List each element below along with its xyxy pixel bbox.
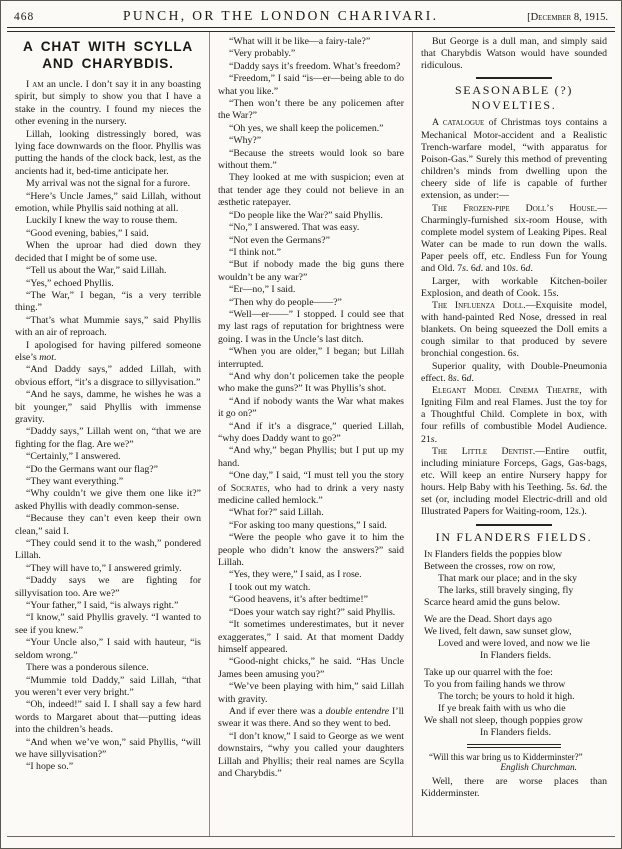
- paragraph: “I don’t know,” I said to George as we went downstairs, “why you called your daughters Lillah and Phyllis; their real names are Scylla and Charybdis.”: [218, 730, 404, 779]
- poem-line: That mark our place; and in the sky: [438, 572, 578, 584]
- section-divider: [476, 524, 552, 526]
- paragraph: “Does your watch say right?” said Phyllis.: [229, 606, 396, 618]
- paragraph: “What for?” said Lillah.: [229, 507, 324, 519]
- paragraph: My arrival was not the signal for a furore.: [26, 178, 191, 190]
- paragraph: “And Daddy says,” added Lillah, with obvious effort, “it’s a disgrace to sillyvisation.”: [15, 364, 201, 388]
- quote-attribution: English Churchman.: [500, 762, 577, 773]
- paragraph: They looked at me with suspicion; even at that tender age they could not believe in an æsthetic ratepayer.: [218, 172, 404, 209]
- paragraph: The Frozen-pipe Doll’s House.—Charmingly-furnished six-room House, with complete model system of Leaking Pipes. Real Water can be made to run down the walls. Paper peels off, etc. Endless Fun for Young and Old. 7s. 6d. and 10s. 6d.: [421, 202, 607, 275]
- paragraph: “Your father,” I said, “is always right.”: [26, 600, 179, 612]
- issue-date: [December 8, 1915.: [527, 12, 608, 23]
- paragraph: “The War,” I began, “is a very terrible thing.”: [15, 289, 201, 314]
- poem-line: The torch; be yours to hold it high.: [438, 690, 575, 702]
- paragraph: “Because the streets would look so bare without them.”: [218, 147, 404, 172]
- paragraph: “I hope so.”: [26, 761, 74, 773]
- paragraph: “And he says, damme, he wishes he was a bit younger,” said Phyllis with immense gravity.: [15, 389, 201, 425]
- paragraph: “Yes,” echoed Phyllis.: [26, 277, 114, 289]
- article-title-chat: A CHAT WITH SCYLLA AND CHARYBDIS.: [23, 39, 193, 71]
- paragraph: “Then why do people——?”: [229, 296, 342, 308]
- paragraph: “Why couldn’t we give them one like it?” asked Phyllis with deadly common-sense.: [15, 488, 201, 512]
- poem-line: If ye break faith with us who die: [438, 702, 566, 714]
- paragraph: “Good evening, babies,” I said.: [26, 227, 149, 239]
- paragraph: “Because they can’t even keep their own clean,” said I.: [15, 513, 201, 537]
- kidderminster-quote: “Will this war bring us to Kidderminster?”: [429, 751, 583, 762]
- paragraph: “Here’s Uncle James,” said Lillah, without emotion, while Phyllis said nothing at all.: [15, 190, 201, 215]
- masthead-title: PUNCH, OR THE LONDON CHARIVARI.: [122, 8, 439, 23]
- poem-stanza-2: [421, 614, 607, 662]
- paragraph: “Then won’t there be any policemen after the War?”: [218, 98, 404, 122]
- poem-line: Loved and were loved, and now we lie: [438, 637, 590, 649]
- poem-line: In Flanders fields.: [480, 726, 552, 738]
- paragraph: “I know,” said Phyllis gravely. “I wanted to see if you knew.”: [15, 612, 201, 636]
- paragraph: “But if nobody made the big guns there wouldn’t be any war?”: [218, 259, 404, 283]
- novelties-text: [421, 117, 607, 518]
- paragraph: “Very probably.”: [229, 48, 296, 60]
- paragraph: “Daddy says it’s freedom. What’s freedom?: [229, 60, 401, 72]
- paragraph: I took out my watch.: [229, 581, 311, 593]
- paragraph: Lillah, looking distressingly bored, was lying face downwards on the floor. Phyllis was putting the hands of the clock back, lest, as the ancients had it, bed-time anticipate her.: [15, 128, 201, 177]
- page-number: 468: [14, 11, 35, 23]
- paragraph: “They want everything.”: [26, 476, 124, 487]
- paragraph: The Little Dentist.—Entire outfit, including miniature Forceps, Gags, Gas-bags, etc. Will keep an entire Nursery happy for hours. Help Baby with his Teething. 5s. 6d. the set (or, including model Electric-drill and old Illustrated Papers for Waiting-room, 12s.).: [421, 445, 608, 518]
- chat-column1-text: [15, 79, 201, 774]
- paragraph: “They could send it to the wash,” pondered Lillah.: [15, 538, 201, 562]
- column-layout: [7, 32, 615, 837]
- paragraph: “That’s what Mummie says,” said Phyllis with an air of reproach.: [15, 314, 201, 339]
- poem-line: Take up our quarrel with the foe:: [424, 666, 553, 678]
- paragraph: I apologised for having pilfered someone else’s mot.: [15, 339, 201, 363]
- paragraph: The Influenza Doll.—Exquisite model, with hand-painted Red Nose, dressed in real blankets. On being squeezed the Doll emits a cough similar to that produced by severe bronchial congestion. 6s.: [421, 299, 607, 360]
- poem-line: To you from failing hands we throw: [424, 678, 566, 690]
- paragraph: “I think not.”: [229, 246, 281, 258]
- double-rule-divider: [467, 744, 561, 748]
- paragraph: “No,” I answered. That was easy.: [229, 222, 360, 234]
- paragraph: “We’ve been playing with him,” said Lillah with gravity.: [218, 681, 404, 705]
- paragraph: “And when we’ve won,” said Phyllis, “will we have sillyvisation?”: [15, 736, 201, 760]
- paragraph: Luckily I knew the way to rouse them.: [26, 215, 178, 227]
- column-2: [209, 32, 412, 836]
- paragraph: “And why,” began Phyllis; but I put up my hand.: [218, 445, 404, 469]
- paragraph: “Freedom,” I said “is—er—being able to do what you like.”: [218, 73, 404, 97]
- section-divider: [476, 77, 552, 79]
- poem-line: In Flanders fields the poppies blow: [424, 548, 563, 560]
- paragraph: “Yes, they were,” I said, as I rose.: [229, 569, 362, 581]
- poem-line: The larks, still bravely singing, fly: [438, 584, 574, 596]
- kidderminster-comment: Well, there are worse places than Kidderminster.: [421, 775, 607, 800]
- paragraph: “Good-night chicks,” he said. “Has Uncle James been amusing you?”: [218, 656, 404, 680]
- poem-line: Between the crosses, row on row,: [424, 560, 556, 572]
- paragraph: “What will it be like—a fairy-tale?”: [229, 36, 371, 47]
- paragraph: Superior quality, with Double-Pneumonia effect. 8s. 6d.: [421, 360, 607, 384]
- paragraph: A catalogue of Christmas toys contains a Mechanical Motor-accident and a Realistic Trench-warfare model, “with apparatus for Poison-Gas.” Surely this method of preventing children’s minds from dwelling upon the cheery side of life is capable of further extension, as under:—: [421, 117, 608, 202]
- paragraph: “It sometimes underestimates, but it never exaggerates,” I said. At that moment Daddy himself appeared.: [218, 619, 404, 655]
- poem-line: Scarce heard amid the guns below.: [424, 596, 560, 608]
- paragraph: “Do people like the War?” said Phyllis.: [229, 209, 383, 221]
- paragraph: “They will have to,” I answered grimly.: [26, 562, 182, 574]
- poem-line: We shall not sleep, though poppies grow: [424, 714, 583, 726]
- paragraph: “Do the Germans want our flag?”: [26, 463, 158, 475]
- paragraph: “Mummie told Daddy,” said Lillah, “that you weren’t ever very bright.”: [15, 674, 201, 698]
- column-1: [7, 32, 209, 836]
- paragraph: But George is a dull man, and simply said that Charybdis Watson would have sounded ridiculous.: [421, 36, 607, 72]
- paragraph: “When you are older,” I began; but Lillah interrupted.: [218, 346, 404, 370]
- page-header: [1, 1, 621, 26]
- paragraph: “And why don’t policemen take the people who make the guns?” It was Phyllis’s shot.: [218, 370, 404, 395]
- poem-stanza-3: [421, 667, 607, 739]
- paragraph: “Daddy says,” Lillah went on, “that we are fighting for the flag. Are we?”: [15, 426, 201, 450]
- paragraph: “Er—no,” I said.: [229, 284, 296, 296]
- chat-column2-text: [218, 36, 404, 780]
- article-title-flanders: IN FLANDERS FIELDS.: [435, 529, 593, 544]
- paragraph: “And if nobody wants the War what makes it go on?”: [218, 395, 404, 420]
- paragraph: When the uproar had died down they decided that I might be of some use.: [15, 240, 201, 264]
- article-title-novelties: SEASONABLE (?) NOVELTIES.: [454, 83, 574, 113]
- paragraph: “Your Uncle also,” I said with hauteur, “is seldom wrong.”: [15, 637, 201, 661]
- chat-column3-text: [421, 36, 607, 72]
- paragraph: “Well—er——” I stopped. I could see that my last rags of reputation for brightness were going. I was in the Uncle’s last ditch.: [218, 308, 404, 345]
- poem-line: We lived, felt dawn, saw sunset glow,: [424, 625, 572, 637]
- paragraph: “Oh yes, we shall keep the policemen.”: [229, 122, 384, 134]
- paragraph: “For asking too many questions,” I said.: [229, 519, 387, 531]
- paragraph: Larger, with workable Kitchen-boiler Explosion, and death of Cook. 15s.: [421, 275, 607, 299]
- poem-stanza-1: [421, 549, 607, 609]
- paragraph: “Oh, indeed!” said I. I shall say a few hard words to Margaret about that—putting ideas into the children’s heads.: [15, 699, 201, 736]
- paragraph: “Good heavens, it’s after bedtime!”: [229, 594, 369, 606]
- paragraph: Elegant Model Cinema Theatre, with Igniting Film and real Flames. Just the toy for a Thoughtful Child. Complete in box, with four refills of combustible Model Audience. 21s.: [421, 384, 607, 445]
- poem-line: In Flanders fields.: [480, 649, 552, 661]
- paragraph: “One day,” I said, “I must tell you the story of Socrates, who had to drink a very nasty medicine called hemlock.”: [218, 470, 404, 507]
- column-3: [412, 32, 615, 836]
- paragraph: “Not even the Germans?”: [229, 234, 330, 246]
- poem-line: We are the Dead. Short days ago: [424, 613, 552, 625]
- paragraph: “Daddy says we are fighting for sillyvisation too. Are we?”: [15, 575, 201, 599]
- paragraph: “Tell us about the War,” said Lillah.: [26, 265, 167, 277]
- paragraph: I am an uncle. I don’t say it in any boasting spirit, but simply to show you that I have a stake in the country. I found my nieces the other evening in the nursery.: [15, 79, 201, 128]
- paragraph: “And if it’s a disgrace,” queried Lillah, “why does Daddy want to go?”: [218, 420, 404, 444]
- paragraph: “Certainly,” I answered.: [26, 451, 121, 463]
- paragraph: “Why?”: [229, 135, 262, 147]
- paragraph: And if ever there was a double entendre I’ll swear it was there. And so they went to bed.: [218, 705, 405, 730]
- paragraph: There was a ponderous silence.: [26, 662, 149, 674]
- paragraph: “Were the people who gave it to him the people who didn’t know the answers?” said Lillah.: [218, 532, 404, 569]
